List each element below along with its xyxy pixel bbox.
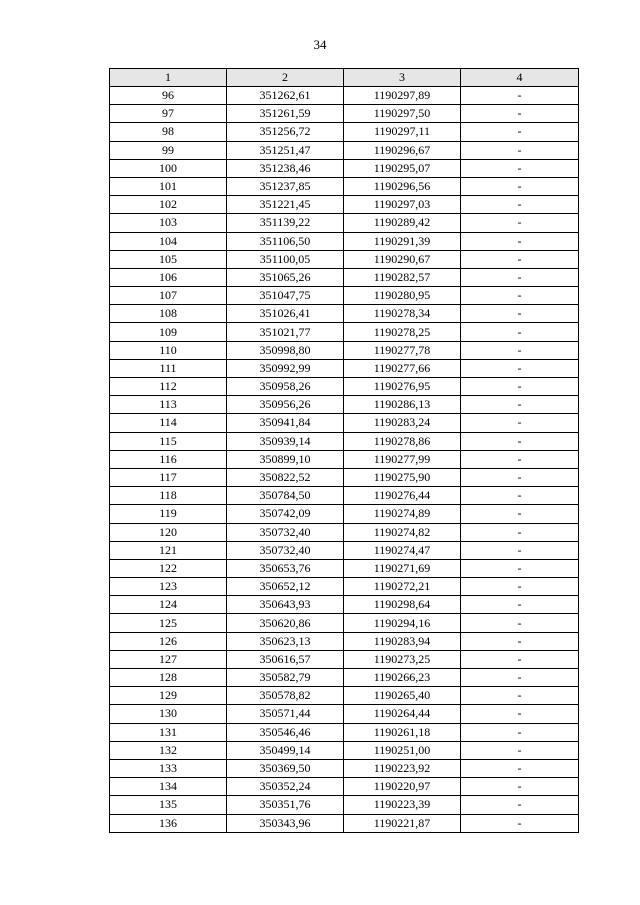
note-cell: - [461, 759, 579, 777]
coordinate-y-cell: 1190223,39 [344, 796, 461, 814]
column-header-1: 1 [110, 69, 227, 87]
point-number-cell: 102 [110, 196, 227, 214]
coordinate-x-cell: 350653,76 [227, 559, 344, 577]
note-cell: - [461, 87, 579, 105]
coordinate-x-cell: 351139,22 [227, 214, 344, 232]
table-row [110, 250, 579, 268]
coordinate-y-cell: 1190274,82 [344, 523, 461, 541]
coordinate-y-cell: 1190274,47 [344, 541, 461, 559]
point-number-cell: 111 [110, 359, 227, 377]
note-cell: - [461, 214, 579, 232]
table-row [110, 341, 579, 359]
coordinate-y-cell: 1190265,40 [344, 687, 461, 705]
point-number-cell: 118 [110, 487, 227, 505]
point-number-cell: 114 [110, 414, 227, 432]
point-number-cell: 100 [110, 159, 227, 177]
note-cell: - [461, 559, 579, 577]
note-cell: - [461, 723, 579, 741]
point-number-cell: 105 [110, 250, 227, 268]
coordinate-x-cell: 351237,85 [227, 177, 344, 195]
coordinate-x-cell: 350941,84 [227, 414, 344, 432]
note-cell: - [461, 359, 579, 377]
note-cell: - [461, 505, 579, 523]
coordinate-y-cell: 1190296,56 [344, 177, 461, 195]
table-row [110, 432, 579, 450]
coordinate-y-cell: 1190280,95 [344, 287, 461, 305]
coordinate-y-cell: 1190261,18 [344, 723, 461, 741]
coordinates-table [109, 68, 579, 833]
coordinate-y-cell: 1190277,66 [344, 359, 461, 377]
coordinate-y-cell: 1190276,44 [344, 487, 461, 505]
coordinate-y-cell: 1190296,67 [344, 141, 461, 159]
table-row [110, 414, 579, 432]
note-cell: - [461, 432, 579, 450]
point-number-cell: 109 [110, 323, 227, 341]
table-row [110, 814, 579, 832]
table-body [110, 87, 579, 833]
point-number-cell: 135 [110, 796, 227, 814]
note-cell: - [461, 596, 579, 614]
point-number-cell: 136 [110, 814, 227, 832]
table-row [110, 287, 579, 305]
note-cell: - [461, 450, 579, 468]
table-row [110, 468, 579, 486]
table-row [110, 177, 579, 195]
point-number-cell: 131 [110, 723, 227, 741]
note-cell: - [461, 705, 579, 723]
coordinate-y-cell: 1190289,42 [344, 214, 461, 232]
coordinate-x-cell: 350822,52 [227, 468, 344, 486]
point-number-cell: 117 [110, 468, 227, 486]
table-row [110, 523, 579, 541]
coordinate-y-cell: 1190297,11 [344, 123, 461, 141]
table-row [110, 123, 579, 141]
column-header-2: 2 [227, 69, 344, 87]
note-cell: - [461, 396, 579, 414]
coordinate-x-cell: 351256,72 [227, 123, 344, 141]
note-cell: - [461, 287, 579, 305]
table-row [110, 378, 579, 396]
table-row [110, 559, 579, 577]
point-number-cell: 110 [110, 341, 227, 359]
coordinate-x-cell: 351065,26 [227, 268, 344, 286]
coordinate-y-cell: 1190264,44 [344, 705, 461, 723]
point-number-cell: 106 [110, 268, 227, 286]
point-number-cell: 120 [110, 523, 227, 541]
coordinate-x-cell: 351026,41 [227, 305, 344, 323]
table-row [110, 396, 579, 414]
table-row [110, 159, 579, 177]
point-number-cell: 113 [110, 396, 227, 414]
point-number-cell: 123 [110, 578, 227, 596]
point-number-cell: 127 [110, 650, 227, 668]
point-number-cell: 128 [110, 669, 227, 687]
coordinate-y-cell: 1190251,00 [344, 741, 461, 759]
note-cell: - [461, 487, 579, 505]
point-number-cell: 104 [110, 232, 227, 250]
note-cell: - [461, 687, 579, 705]
table-row [110, 268, 579, 286]
note-cell: - [461, 141, 579, 159]
coordinate-x-cell: 350939,14 [227, 432, 344, 450]
coordinate-x-cell: 350742,09 [227, 505, 344, 523]
coordinate-y-cell: 1190271,69 [344, 559, 461, 577]
coordinate-y-cell: 1190220,97 [344, 778, 461, 796]
coordinate-x-cell: 350616,57 [227, 650, 344, 668]
point-number-cell: 108 [110, 305, 227, 323]
note-cell: - [461, 123, 579, 141]
point-number-cell: 97 [110, 105, 227, 123]
coordinate-x-cell: 350578,82 [227, 687, 344, 705]
coordinate-x-cell: 351047,75 [227, 287, 344, 305]
table-row [110, 323, 579, 341]
page-number: 34 [313, 37, 327, 52]
point-number-cell: 116 [110, 450, 227, 468]
coordinate-y-cell: 1190223,92 [344, 759, 461, 777]
coordinate-x-cell: 351106,50 [227, 232, 344, 250]
coordinate-x-cell: 350899,10 [227, 450, 344, 468]
table-row [110, 723, 579, 741]
coordinate-x-cell: 351262,61 [227, 87, 344, 105]
table-row [110, 632, 579, 650]
point-number-cell: 130 [110, 705, 227, 723]
note-cell: - [461, 378, 579, 396]
table-row [110, 359, 579, 377]
coordinate-x-cell: 350784,50 [227, 487, 344, 505]
coordinate-y-cell: 1190278,86 [344, 432, 461, 450]
note-cell: - [461, 669, 579, 687]
column-header-4: 4 [461, 69, 579, 87]
note-cell: - [461, 614, 579, 632]
coordinate-x-cell: 350652,12 [227, 578, 344, 596]
point-number-cell: 133 [110, 759, 227, 777]
note-cell: - [461, 523, 579, 541]
note-cell: - [461, 578, 579, 596]
note-cell: - [461, 232, 579, 250]
note-cell: - [461, 196, 579, 214]
coordinate-x-cell: 351221,45 [227, 196, 344, 214]
note-cell: - [461, 778, 579, 796]
table-row [110, 705, 579, 723]
coordinate-y-cell: 1190295,07 [344, 159, 461, 177]
note-cell: - [461, 650, 579, 668]
table-row [110, 759, 579, 777]
table-row [110, 505, 579, 523]
coordinate-y-cell: 1190278,25 [344, 323, 461, 341]
coordinate-x-cell: 350499,14 [227, 741, 344, 759]
table-row [110, 578, 579, 596]
note-cell: - [461, 414, 579, 432]
table-row [110, 614, 579, 632]
coordinate-y-cell: 1190283,24 [344, 414, 461, 432]
coordinate-x-cell: 350352,24 [227, 778, 344, 796]
table-row [110, 541, 579, 559]
coordinate-y-cell: 1190274,89 [344, 505, 461, 523]
coordinate-y-cell: 1190283,94 [344, 632, 461, 650]
table-row [110, 741, 579, 759]
table-header [110, 69, 579, 87]
coordinate-x-cell: 350620,86 [227, 614, 344, 632]
coordinate-x-cell: 350732,40 [227, 541, 344, 559]
point-number-cell: 124 [110, 596, 227, 614]
note-cell: - [461, 632, 579, 650]
coordinate-y-cell: 1190272,21 [344, 578, 461, 596]
table-row [110, 214, 579, 232]
coordinate-x-cell: 350732,40 [227, 523, 344, 541]
note-cell: - [461, 305, 579, 323]
coordinate-x-cell: 350343,96 [227, 814, 344, 832]
coordinate-y-cell: 1190266,23 [344, 669, 461, 687]
note-cell: - [461, 159, 579, 177]
point-number-cell: 126 [110, 632, 227, 650]
coordinate-y-cell: 1190290,67 [344, 250, 461, 268]
point-number-cell: 112 [110, 378, 227, 396]
note-cell: - [461, 814, 579, 832]
coordinate-x-cell: 350958,26 [227, 378, 344, 396]
coordinate-y-cell: 1190277,78 [344, 341, 461, 359]
coordinate-x-cell: 351100,05 [227, 250, 344, 268]
point-number-cell: 125 [110, 614, 227, 632]
point-number-cell: 98 [110, 123, 227, 141]
header-row [110, 69, 579, 87]
note-cell: - [461, 323, 579, 341]
point-number-cell: 121 [110, 541, 227, 559]
point-number-cell: 122 [110, 559, 227, 577]
table-row [110, 87, 579, 105]
coordinate-x-cell: 351261,59 [227, 105, 344, 123]
coordinate-y-cell: 1190276,95 [344, 378, 461, 396]
coordinate-y-cell: 1190221,87 [344, 814, 461, 832]
coordinate-x-cell: 350956,26 [227, 396, 344, 414]
coordinate-y-cell: 1190282,57 [344, 268, 461, 286]
coordinate-y-cell: 1190297,03 [344, 196, 461, 214]
coordinate-x-cell: 350582,79 [227, 669, 344, 687]
coordinate-y-cell: 1190273,25 [344, 650, 461, 668]
note-cell: - [461, 541, 579, 559]
point-number-cell: 99 [110, 141, 227, 159]
table-row [110, 487, 579, 505]
note-cell: - [461, 341, 579, 359]
column-header-3: 3 [344, 69, 461, 87]
note-cell: - [461, 250, 579, 268]
note-cell: - [461, 741, 579, 759]
point-number-cell: 107 [110, 287, 227, 305]
coordinate-y-cell: 1190297,50 [344, 105, 461, 123]
coordinate-y-cell: 1190278,34 [344, 305, 461, 323]
point-number-cell: 101 [110, 177, 227, 195]
point-number-cell: 132 [110, 741, 227, 759]
note-cell: - [461, 796, 579, 814]
coordinate-x-cell: 350369,50 [227, 759, 344, 777]
point-number-cell: 96 [110, 87, 227, 105]
coordinate-x-cell: 350998,80 [227, 341, 344, 359]
coordinate-y-cell: 1190294,16 [344, 614, 461, 632]
point-number-cell: 129 [110, 687, 227, 705]
coordinate-x-cell: 351251,47 [227, 141, 344, 159]
point-number-cell: 134 [110, 778, 227, 796]
table-row [110, 596, 579, 614]
coordinate-y-cell: 1190291,39 [344, 232, 461, 250]
table-row [110, 141, 579, 159]
coordinate-y-cell: 1190298,64 [344, 596, 461, 614]
table-row [110, 796, 579, 814]
note-cell: - [461, 268, 579, 286]
coordinate-y-cell: 1190275,90 [344, 468, 461, 486]
table-row [110, 650, 579, 668]
coordinate-x-cell: 350643,93 [227, 596, 344, 614]
table-row [110, 105, 579, 123]
coordinate-x-cell: 351238,46 [227, 159, 344, 177]
table-row [110, 232, 579, 250]
note-cell: - [461, 105, 579, 123]
coordinate-y-cell: 1190286,13 [344, 396, 461, 414]
coordinate-x-cell: 350992,99 [227, 359, 344, 377]
point-number-cell: 115 [110, 432, 227, 450]
coordinate-y-cell: 1190297,89 [344, 87, 461, 105]
note-cell: - [461, 177, 579, 195]
table-row [110, 450, 579, 468]
coordinate-x-cell: 350623,13 [227, 632, 344, 650]
table-row [110, 669, 579, 687]
coordinate-x-cell: 351021,77 [227, 323, 344, 341]
coordinate-x-cell: 350546,46 [227, 723, 344, 741]
table-row [110, 305, 579, 323]
table-row [110, 778, 579, 796]
point-number-cell: 119 [110, 505, 227, 523]
coordinate-y-cell: 1190277,99 [344, 450, 461, 468]
point-number-cell: 103 [110, 214, 227, 232]
coordinate-x-cell: 350351,76 [227, 796, 344, 814]
note-cell: - [461, 468, 579, 486]
table-row [110, 196, 579, 214]
coordinate-x-cell: 350571,44 [227, 705, 344, 723]
table-row [110, 687, 579, 705]
